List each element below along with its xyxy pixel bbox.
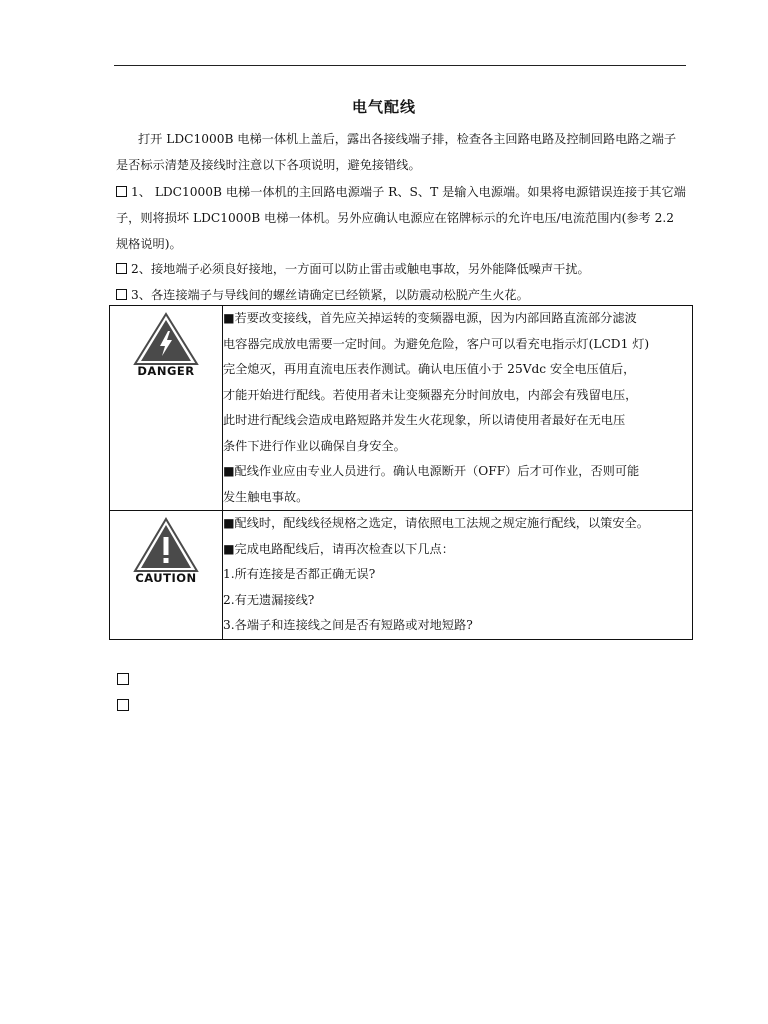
safety-warning-table bbox=[109, 305, 693, 640]
checkbox-square-icon bbox=[116, 263, 127, 274]
intro-paragraph: 打开 LDC1000B 电梯一体机上盖后，露出各接线端子排，检查各主回路电路及控制回路电路之端子是否标示清楚及接线时注意以下各项说明，避免接错线。 bbox=[116, 132, 677, 172]
danger-line: 完全熄灭，再用直流电压表作测试。确认电压值小于 25Vdc 安全电压值后， bbox=[223, 362, 636, 376]
empty-checkbox-square-icon bbox=[117, 699, 129, 711]
danger-symbol-cell bbox=[110, 306, 223, 511]
header-rule bbox=[114, 65, 686, 66]
danger-line: 才能开始进行配线。若使用者未让变频器充分时间放电，内部会有残留电压， bbox=[223, 387, 638, 402]
danger-line: ■若要改变接线，首先应关掉运转的变频器电源，因为内部回路直流部分滤波 bbox=[223, 311, 637, 325]
page-title: 电气配线 bbox=[351, 98, 416, 116]
lightning-warning-icon bbox=[133, 312, 199, 366]
danger-line: ■配线作业应由专业人员进行。确认电源断开（OFF）后才可作业，否则可能 bbox=[223, 464, 640, 478]
caution-row bbox=[110, 511, 693, 640]
danger-line: 此时进行配线会造成电路短路并发生火花现象，所以请使用者最好在无电压 bbox=[223, 413, 626, 427]
caution-text-cell bbox=[223, 511, 693, 640]
list-item-2: 2、接地端子必须良好接地，一方面可以防止雷击或触电事故，另外能降低噪声干扰。 bbox=[116, 256, 688, 282]
caution-line: 1.所有连接是否都正确无误? bbox=[223, 567, 376, 581]
checkbox-square-icon bbox=[116, 186, 127, 197]
danger-text-cell bbox=[223, 306, 693, 511]
danger-label: DANGER bbox=[137, 364, 195, 378]
list-item-1: 1、 LDC1000B 电梯一体机的主回路电源端子 R、S、T 是输入电源端。如果将电源错误连接于其它端子，则将损坏 LDC1000B 电梯一体机。另外应确认电源应在铭牌标示的允许电压/电流范围内(参考 2.2 规格说明)。 bbox=[116, 185, 686, 251]
caution-symbol-cell bbox=[110, 511, 223, 640]
caution-label: CAUTION bbox=[135, 571, 197, 585]
danger-line: 电容器完成放电需要一定时间。为避免危险，客户可以看充电指示灯(LCD1 灯) bbox=[223, 336, 650, 351]
exclamation-warning-icon bbox=[133, 517, 199, 573]
checkbox-square-icon bbox=[116, 289, 127, 300]
empty-checkbox-square-icon bbox=[117, 673, 129, 685]
caution-line: 3.各端子和连接线之间是否有短路或对地短路? bbox=[223, 618, 473, 632]
danger-line: 条件下进行作业以确保自身安全。 bbox=[223, 438, 406, 453]
caution-line: 2.有无遗漏接线? bbox=[223, 592, 315, 607]
caution-line: ■完成电路配线后，请再次检查以下几点： bbox=[223, 541, 454, 556]
danger-row bbox=[110, 306, 693, 511]
caution-line: ■配线时，配线线径规格之选定，请依照电工法规之规定施行配线，以策安全。 bbox=[223, 516, 649, 530]
danger-line: 发生触电事故。 bbox=[223, 489, 309, 504]
list-item-3: 3、各连接端子与导线间的螺丝请确定已经锁紧，以防震动松脱产生火花。 bbox=[116, 282, 688, 308]
